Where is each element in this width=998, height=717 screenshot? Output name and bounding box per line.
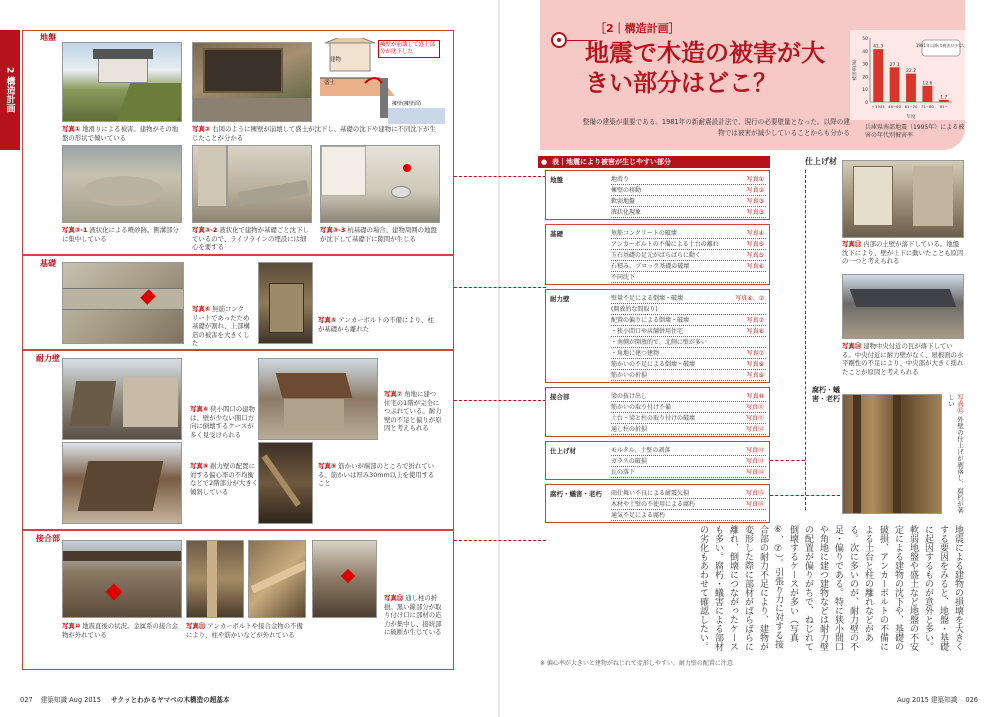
photo-9-brace-broken [258,442,313,524]
photo-6-narrow-frontage [62,358,182,440]
table-row [611,391,766,402]
table-row-text: 石積み、ブロック基礎の破壊 [611,263,690,270]
page-number-right: 026 [965,696,978,704]
y-tick-label: 20 [862,75,868,81]
caption-photo-6: 写真⑥ 狭小間口の建物は、壁が少ない開口方向に倒壊するケースが多く見受けられる [190,405,255,439]
caption-photo-15: 写真⑮ 外壁の仕上げが剥落し、腐朽が著しい [947,394,964,514]
wall-label: 耐力壁 [36,354,60,363]
table-row [611,445,766,456]
gutter [498,0,500,717]
x-axis-label: 年度 [906,115,916,120]
page-number-left: 027 [20,696,33,704]
table-row-text: 壁量不足による倒壊・破壊 [611,295,684,302]
table-row [611,337,766,348]
bar-value-label: 1.7 [940,95,948,101]
x-tick-label: 46~60 [888,104,902,109]
table-row-text: 通気不足による腐朽 [611,512,666,519]
table-row [611,413,766,424]
table-row-ref: 写真⑪ [745,404,764,411]
y-axis-label: 被害率(%) [853,59,858,81]
table-row [611,499,766,510]
table-row [611,261,766,272]
caption-photo-12: 写真⑫ 通し柱の折損。黒い線部分が取り付け口に部材の応力が集中し、接続部に破断が生じている [384,594,442,636]
table-row [611,272,766,283]
table-group [545,441,770,480]
caption-photo-9: 写真⑨ 筋かいが端部のところで折れている。筋かいは厚み30mm以上を使用すること [318,462,435,487]
table-row [611,467,766,478]
table-row-ref: 写真⑪ [745,415,764,422]
y-tick-label: 30 [862,62,868,68]
table-group [545,387,770,437]
photo-3-1-sand-boil [62,145,182,223]
bar [922,86,932,102]
x-tick-label: ~1945 [871,104,885,109]
diagram-label-building: 建物 [330,57,342,63]
connector-joint [454,540,546,541]
table-row-ref: 写真⑬ [745,458,764,465]
caption-photo-10: 写真⑩ 地震直後の状況。金属系の接合金物が外れている [62,622,179,639]
table-row-text: ・角地に建つ建物 [611,350,660,357]
table-row-text: モルタル、土壁の剥落 [611,447,671,454]
table-row-ref: 写真⑧ [746,328,764,335]
table-row-text: アンカーボルトの不備による土台の離れ [611,241,719,248]
bar [873,49,883,102]
bar-value-label: 41.3 [873,44,884,50]
table-row-text: 筋かいの折損 [611,372,648,379]
foundation-label: 基礎 [40,259,56,268]
photo-3-2-liquefaction [192,145,312,223]
bar-value-label: 22.2 [905,69,917,75]
damage-rate-chart [850,30,965,120]
caption-photo-1: 写真① 地滑りによる被害。建物がその地盤の形状で傾いている [62,125,179,142]
photo-7-corner-house [258,358,378,440]
table-row-ref: 写真⑤ [746,241,764,248]
chart-note: 兵庫県南部地震（1995年）による被害の年代別被害率 [865,124,965,139]
table-row-ref: 写真③ [746,198,764,205]
table-category: 耐力壁 [550,295,570,303]
table-row [611,424,766,435]
lead-text: 整備の建築が重要である。1981年の新耐震設計法で、現行の必要壁量となった。以降の建物では被害が減少していることからも分かる [582,118,850,137]
connector-decay [770,495,840,496]
y-tick-label: 50 [862,37,868,42]
table-category: 基礎 [550,230,563,238]
photo-5-anchor-bolt [258,262,313,344]
table-row-text: 梁の抜け出し [611,393,648,400]
table-row-text: 不同沈下 [611,274,636,281]
magazine-name-right: Aug 2015 建築知識 [897,696,958,704]
table-row-ref: 写真⑨ [746,361,764,368]
table-row-text: ・狭小間口や店舗併用住宅 [611,328,684,335]
table-row-text: 液状化現象 [611,209,642,216]
table-row-text: 地滑り [611,176,630,183]
page-title: 地震で木造の被害が大きい部分はどこ？ [585,39,825,97]
photo-12-through-column [312,540,377,618]
table-row [611,174,766,185]
table-row-text: (開放的な間取り) [611,306,658,313]
chapter-tab: 2 構造計画 [0,30,20,150]
photo-11b-collapsed [248,540,306,618]
table-category: 地盤 [550,176,563,184]
section-kicker: ［2｜構造計画］ [595,22,680,35]
caption-photo-8: 写真⑧ 耐力壁の配置に対する偏心率の不均衡などで2階部分が大きく傾斜している [190,462,258,496]
table-row [611,488,766,499]
table-row [611,359,766,370]
table-row [611,250,766,261]
table-row [611,293,766,304]
table-row-ref: 写真⑬ [745,447,764,454]
photo-15-decay [842,394,942,514]
table-row [611,315,766,326]
finish-label: 仕上げ材 [805,157,837,166]
table-row [611,239,766,250]
caption-photo-3-1: 写真③-1 液状化による噴砂跡。側溝部分に集中している [62,226,179,243]
table-row [611,326,766,337]
series-title: サクッとわかるヤマベの木構造の超基本 [111,696,230,704]
caption-photo-14: 写真⑭ 建物中央付近の瓦が落下している。中央付近に耐力壁がなく、屋根面の水平剛性の不足により、中央部が大きく揺れたことが原因と考えられる [842,342,964,376]
table-row-ref: 写真⑤ [746,252,764,259]
decay-label: 腐朽・蟻害・老朽 [812,386,840,403]
table-row-text: 軟弱地盤 [611,198,636,205]
body-text: 地震による建物の損壊を大きくする要因をみると、地盤・基礎に起因するものが意外と多い。軟弱地盤や盛土など地盤の不安定による建物の沈下や、基礎の破損、アンカーボルトの不備による土台と柱の離れなどがある。次に多いのが、耐力壁の不足・偏りである。特に狭小間口や角地に建つ建物などは耐力壁の配置が偏りがちで、ねじれて倒壊するケースが多い（写真⑥、⑦）。引張り力に対する接合部の耐力不足により、建物が変形した際に部材がばらばらに離れ、倒壊につながったケースも多い。腐朽・蟻害による部材の劣化もあわせて確認したい。 [698,525,963,651]
table-row-ref: 写真② [746,187,764,194]
caption-photo-7: 写真⑦ 角地に建つ住宅の1階が完全につぶれている。耐力壁の不足と偏りが原因と考えられる [384,390,442,432]
photo-2-retaining-wall [192,42,312,122]
footer-right [897,694,978,704]
table-row-text: ・南側が開放的で、北側に壁が多い [611,339,707,346]
table-row-ref: 写真⑩ [746,393,764,400]
footer-left [20,694,229,704]
connector-foundation [454,287,546,288]
joint-label: 接合部 [36,534,60,543]
bar-value-label: 12.6 [922,81,933,87]
diagram-note: 擁壁が崩壊して盛土部分が沈下した [378,40,440,58]
photo-4-foundation-crack [62,262,184,344]
caption-photo-4: 写真④ 無筋コンクリートであったため基礎が割れ、上部構造の被害を大きくした [192,305,250,347]
table-row [611,370,766,381]
table-row-ref: 写真⑨ [746,372,764,379]
table-row-ref: 写真③ [746,209,764,216]
connector-finish [770,460,805,461]
table-row-text: 雨仕舞い不良による耐震欠損 [611,490,690,497]
photo-14-roof-tiles [842,274,964,339]
table-group [545,289,770,383]
table-row [611,348,766,359]
table-row-ref: 写真① [746,176,764,183]
table-row-text: 筋かいの不足による倒壊・破壊 [611,361,696,368]
table-row [611,207,766,218]
caption-photo-11: 写真⑪ アンカーボルトや接合金物の不備により、柱や筋かいなどが外れている [186,622,303,639]
table-category: 仕上げ材 [550,447,576,455]
bar [890,67,900,102]
table-row [611,196,766,207]
table-row [611,304,766,315]
table-row-text: 玉石基礎の足元がばらばらに動く [611,252,702,259]
table-row [611,402,766,413]
callout-text: 1981年以降は被害が少ない [915,43,965,48]
table-category: 腐朽・蟻害・老朽 [550,490,602,498]
ground-label: 地盤 [40,33,56,42]
table-row-text: 無筋コンクリートの破壊 [611,230,677,237]
table-row [611,228,766,239]
diagram-label-wall: 擁壁(擁壁面) [392,101,421,107]
diagram-label-fill: 盛土 [324,80,336,86]
chart-svg [850,30,965,120]
magazine-name-left: 建築知識 Aug 2015 [40,696,101,704]
x-tick-label: 81~ [939,104,948,109]
table-row-text: 瓦の落下 [611,469,636,476]
caption-photo-3-3: 写真③-3 杭基礎の場合、建物周囲の地盤が沈下して基礎下に隙間が生じる [320,226,437,243]
table-category: 接合部 [550,393,570,401]
bar-value-label: 27.1 [889,62,900,68]
caption-photo-13: 写真⑬ 内部の土壁が落下している。地盤沈下により、壁が上下に動いたことも原因の一つと考えられる [842,240,964,265]
footnote: ※ 偏心率が大きいと建物がねじれて変形しやすい。耐力壁の配置に注意 [540,660,733,667]
table-row-ref: 写真⑫ [745,426,764,433]
photo-13-wall-fall [842,160,964,238]
x-tick-label: 71~80 [920,104,934,109]
connector-right-vert [805,170,806,510]
photo-10-beam-pullout [62,540,182,618]
table-title: ● 表｜地震により被害が生じやすい部分 [538,156,770,168]
photo-11-column-out [186,540,244,618]
photo-1-landslide [62,42,182,122]
table-row-text: 通し柱の折損 [611,426,648,433]
table-row [611,185,766,196]
table-group [545,224,770,285]
table-row-text: 土台・梁と柱の取り付けの破壊 [611,415,696,422]
table-row-ref: 写真⑮ [745,501,764,508]
y-tick-label: 40 [862,49,868,55]
photo-8-tilted-building [62,442,182,524]
table-row-ref: 写真⑥、⑦ [735,295,764,302]
table-row-ref: 写真⑦ [746,317,764,324]
caption-photo-2: 写真② 右図のように擁壁が崩壊して盛土が沈下し、基礎の沈下や建物に不同沈下が生じたことが分かる [192,125,436,142]
caption-photo-5: 写真⑤ アンカーボルトの不備により、柱が基礎から離れた [318,316,434,333]
table-row-ref: 写真⑦ [746,350,764,357]
title-bullet-icon [551,32,567,48]
table-row-text: 木材や土壁の不使用による腐朽 [611,501,696,508]
photo-3-3-pile [320,145,440,223]
table-group [545,170,770,220]
table-row [611,456,766,467]
connector-wall [454,400,546,401]
table-row-ref: 写真⑭ [745,469,764,476]
table-row-ref: 写真⑥ [746,263,764,270]
caption-photo-3-2: 写真③-2 液状化で建物が基礎ごと沈下しているので、ライフラインの埋設には細心を要する [192,226,309,251]
table-row-ref: 写真④ [746,230,764,237]
table-row-text: 配置の偏りによる倒壊・破壊 [611,317,690,324]
connector-ground [454,176,546,177]
bar [906,74,916,102]
table-row-text: ガラスの破損 [611,458,647,465]
table-group [545,484,770,523]
table-row-text: 擁壁の移動 [611,187,642,194]
x-tick-label: 61~70 [904,104,918,109]
table-row-text: 筋かいの取り付け不備 [611,404,672,411]
table-row-ref: 写真⑮ [745,490,764,497]
y-tick-label: 10 [862,88,868,94]
y-tick-label: 0 [865,101,868,106]
table-row [611,510,766,521]
